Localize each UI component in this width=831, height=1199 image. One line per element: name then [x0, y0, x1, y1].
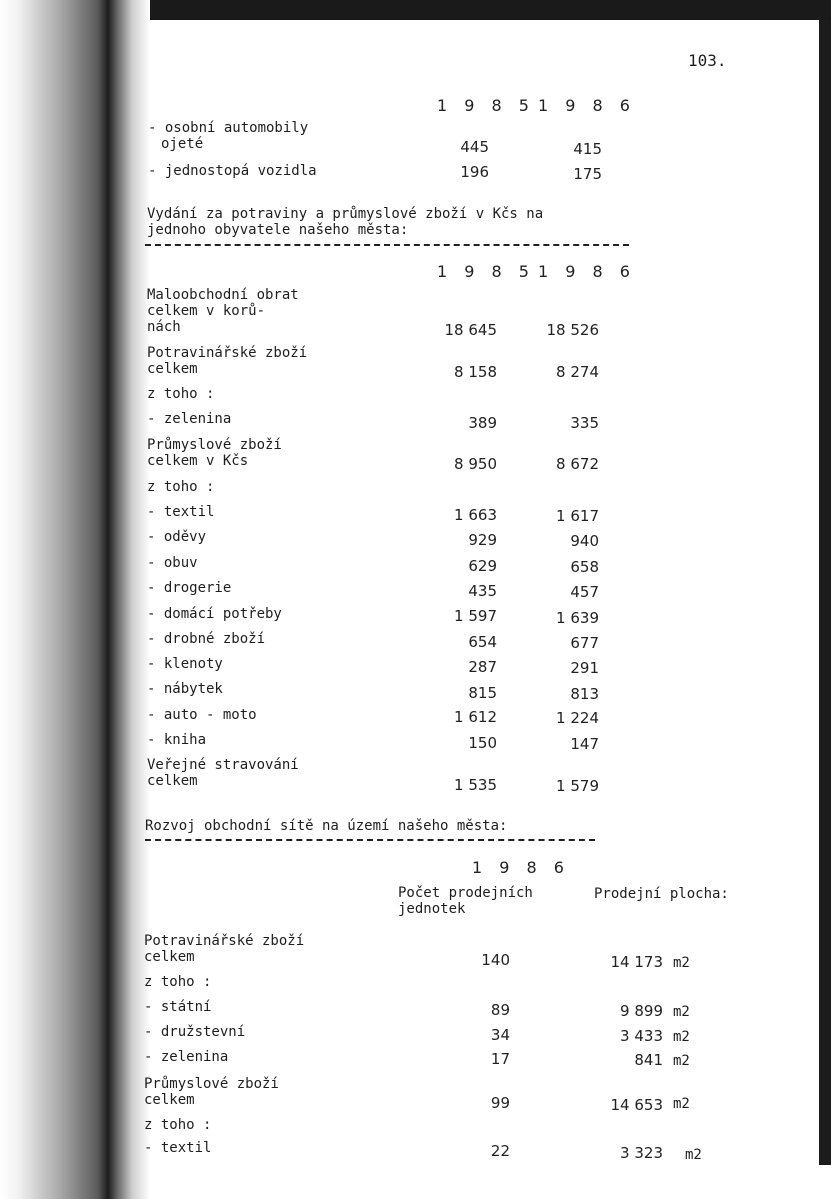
value-1986: 677 — [570, 634, 599, 652]
value-1985: 8 158 — [454, 363, 497, 381]
row-label: z toho : — [144, 1117, 212, 1133]
value-1986: 457 — [570, 583, 599, 601]
year-1986-header: 1 9 8 6 — [538, 262, 636, 281]
area-unit: m2 — [673, 1004, 690, 1020]
row-label: - osobní automobily — [148, 120, 309, 136]
floor-area: 14 173 — [610, 953, 663, 971]
value-1985: 8 950 — [454, 455, 497, 473]
value-1986: 18 526 — [546, 321, 599, 339]
value-1986: 940 — [570, 532, 599, 550]
value-1986: 335 — [570, 414, 599, 432]
value-1986: 813 — [570, 685, 599, 703]
value-1985: 1 597 — [454, 607, 497, 625]
value-1985: 629 — [468, 557, 497, 575]
row-label: ojeté — [161, 136, 204, 152]
value-1985: 654 — [468, 633, 497, 651]
unit-count: 140 — [481, 951, 510, 969]
floor-area: 3 433 — [620, 1027, 663, 1045]
year-1985-header: 1 9 8 5 — [437, 262, 535, 281]
year-1986-header: 1 9 8 6 — [472, 858, 570, 877]
floor-area: 9 899 — [620, 1002, 663, 1020]
count-column-header: Počet prodejních — [398, 885, 533, 901]
value-1985: 287 — [468, 658, 497, 676]
unit-count: 89 — [490, 1001, 510, 1019]
value-1985: 815 — [468, 684, 497, 702]
value-1985: 929 — [468, 531, 497, 549]
value-1986: 1 224 — [556, 709, 599, 727]
value-1985: 1 535 — [454, 776, 497, 794]
row-label: celkem — [144, 1092, 195, 1108]
area-unit: m2 — [685, 1147, 702, 1163]
section-title: Vydání za potraviny a průmyslové zboží v Kčs na — [147, 206, 544, 222]
value-1986: 8 672 — [556, 455, 599, 473]
area-column-header: Prodejní plocha: — [594, 886, 729, 902]
floor-area: 841 — [634, 1051, 663, 1069]
row-label: Maloobchodní obrat — [147, 287, 299, 303]
value-1986: 175 — [573, 165, 602, 183]
row-label: Veřejné stravování — [147, 757, 299, 773]
row-label: - textil — [147, 504, 215, 520]
value-1986: 8 274 — [556, 363, 599, 381]
value-1985: 1 612 — [454, 708, 497, 726]
row-label: - oděvy — [147, 529, 207, 545]
floor-area: 3 323 — [620, 1144, 663, 1162]
area-unit: m2 — [673, 1053, 690, 1069]
row-label: celkem — [147, 361, 198, 377]
value-1985: 196 — [460, 163, 489, 181]
unit-count: 17 — [490, 1050, 510, 1068]
row-label: - zelenina — [147, 411, 232, 427]
value-1986: 1 639 — [556, 609, 599, 627]
row-label: Průmyslové zboží — [147, 437, 282, 453]
row-label: z toho : — [144, 974, 212, 990]
dashed-rule — [145, 839, 595, 841]
row-label: celkem v Kčs — [147, 453, 249, 469]
row-label: - státní — [144, 999, 212, 1015]
area-unit: m2 — [673, 1096, 690, 1112]
row-label: - jednostopá vozidla — [148, 163, 317, 179]
row-label: - drobné zboží — [147, 631, 266, 647]
row-label: - družstevní — [144, 1024, 246, 1040]
value-1986: 658 — [570, 558, 599, 576]
value-1986: 291 — [570, 659, 599, 677]
floor-area: 14 653 — [610, 1096, 663, 1114]
area-unit: m2 — [673, 955, 690, 971]
unit-count: 99 — [490, 1094, 510, 1112]
value-1986: 1 579 — [556, 777, 599, 795]
unit-count: 34 — [490, 1026, 510, 1044]
row-label: - nábytek — [147, 681, 223, 697]
area-unit: m2 — [673, 1029, 690, 1045]
year-1985-header: 1 9 8 5 — [437, 96, 535, 115]
value-1985: 150 — [468, 734, 497, 752]
row-label: z toho : — [147, 386, 215, 402]
page-number: 103. — [688, 51, 727, 70]
row-label: - obuv — [147, 555, 198, 571]
value-1985: 435 — [468, 582, 497, 600]
row-label: - auto - moto — [147, 707, 257, 723]
row-label: celkem — [144, 949, 195, 965]
value-1985: 389 — [468, 414, 497, 432]
row-label: celkem v korů- — [147, 303, 266, 319]
row-label: - kniha — [147, 732, 207, 748]
value-1985: 1 663 — [454, 506, 497, 524]
row-label: Potravinářské zboží — [147, 345, 308, 361]
row-label: nách — [147, 319, 181, 335]
row-label: Potravinářské zboží — [144, 933, 305, 949]
section-title: jednoho obyvatele našeho města: — [147, 222, 409, 238]
value-1986: 1 617 — [556, 507, 599, 525]
value-1986: 415 — [573, 140, 602, 158]
row-label: celkem — [147, 773, 198, 789]
row-label: - textil — [144, 1140, 212, 1156]
row-label: - domácí potřeby — [147, 606, 282, 622]
row-label: - klenoty — [147, 656, 223, 672]
dashed-rule — [145, 244, 629, 246]
unit-count: 22 — [490, 1142, 510, 1160]
row-label: Průmyslové zboží — [144, 1076, 279, 1092]
count-column-header: jednotek — [398, 901, 466, 917]
value-1985: 18 645 — [444, 321, 497, 339]
value-1985: 445 — [460, 138, 489, 156]
section-title: Rozvoj obchodní sítě na území našeho města: — [145, 818, 508, 834]
row-label: - drogerie — [147, 580, 232, 596]
value-1986: 147 — [570, 735, 599, 753]
row-label: - zelenina — [144, 1049, 229, 1065]
year-1986-header: 1 9 8 6 — [538, 96, 636, 115]
row-label: z toho : — [147, 479, 215, 495]
